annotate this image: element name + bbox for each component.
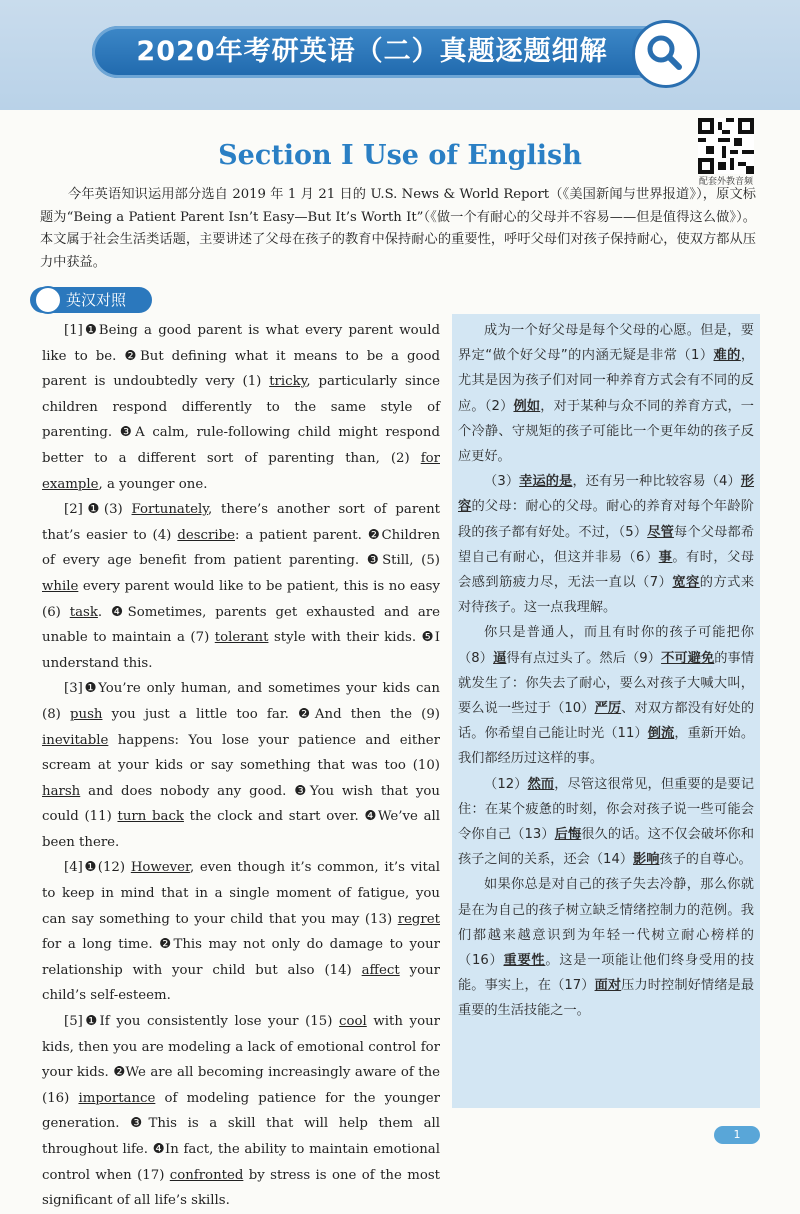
chinese-answer: 幸运的是 [519,474,573,490]
chinese-text: ，重新开始。我们都经历过这样的事。 [458,726,755,767]
chinese-text: 如果你总是对自己的孩子失去冷静，那么你就是在为自己的孩子树立缺乏情绪控制力的范例。我们都越来越意识到为年轻一代树立耐心榜样的（16） [458,877,754,969]
bilingual-tag-label: 英汉对照 [66,291,127,309]
english-answer: describe [177,527,235,543]
chinese-answer: 后悔 [554,827,582,843]
english-answer: However [130,860,190,876]
english-paragraph [42,676,440,855]
chinese-text: 的事情就发生了：你失去了耐心，要么对孩子大喊大叫，要么说一些过于（10） [458,650,755,717]
chinese-answer: 面对 [594,978,622,994]
english-answer: harsh [42,783,81,799]
english-text: by stress is one of the most significant of all life’s skills. [42,1167,441,1209]
page-number: 1 [714,1126,760,1144]
english-answer: regret [397,911,440,927]
magnifier-icon [34,286,62,314]
english-paragraph [42,318,440,497]
english-paragraph [42,497,440,676]
english-text: , even though it’s common, it’s vital to keep in mind that in a single moment of fatigue, you can say something to your child that you may (13) [42,860,441,927]
page-title: 2020年考研英语（二）真题逐题细解 [136,36,608,67]
chinese-answer: 形容 [458,474,755,515]
magnifier-icon [632,20,700,88]
chinese-text: 每个父母都希望自己有耐心，但这并非易（6） [458,524,755,565]
english-text-column [42,318,440,1214]
chinese-text: ，还有另一种比较容易（4） [572,474,741,490]
english-answer: for example [42,450,440,492]
english-text: your child’s self-esteem. [42,962,440,1004]
chinese-text: ，尤其是因为孩子们对同一种养育方式会有不同的反应。（2） [458,348,755,414]
chinese-text: 。这是一项能让他们终身受用的技能。事实上，在（17） [458,953,755,994]
chinese-answer: 重要性 [503,953,546,969]
english-answer: Fortunately [131,502,209,518]
english-answer: task [69,604,98,620]
chinese-text: 压力时控制好情绪是最重要的生活技能之一。 [458,978,755,1019]
english-text: with your kids, then you are modeling a lack of emotional control for your kids. ❷We are all becoming increasingly aware of the (16) [42,1014,440,1106]
chinese-answer: 严厉 [594,701,622,717]
english-text: , there’s another sort of parent that’s easier to (4) [42,502,440,543]
chinese-answer: 难的 [713,348,741,364]
intro-paragraph: 今年英语知识运用部分选自 2019 年 1 月 21 日的 U.S. News & World Report（《美国新闻与世界报道》），原文标题为“Being a Patient Parent Isn’t Easy—But It’s Worth It”（《做一个有耐心的父母并不容易——但是值得这么做》）。本文属于社会生活类话题，主要讲述了父母在孩子的教育中保持耐心的重要性，呼吁父母们对孩子保持耐心，使双方都从压力中获益。 [40,187,756,270]
english-answer: tricky [269,374,307,390]
chinese-text: ，尽管这很常见，但重要的是要记住：在某个疲惫的时刻，你会对孩子说一些可能会令你自己（13） [458,776,755,843]
qr-caption: 配套外教音频 [698,177,753,187]
english-answer: confronted [169,1167,244,1183]
chinese-text: （12） [484,776,528,792]
english-text: [2]❶(3) [64,502,132,518]
chinese-answer: 倒流 [647,726,675,742]
english-answer: push [70,706,103,722]
english-text: for a long time. ❷This may not only do damage to your relationship with your child but also (14) [42,937,440,978]
chinese-answer: 例如 [513,398,541,414]
chinese-answer: 影响 [633,852,660,868]
chinese-text: （3） [484,474,520,490]
chinese-text-column [458,318,754,1024]
chinese-answer: 事 [658,549,673,565]
english-answer: tolerant [214,630,269,646]
english-text: : a patient parent. ❷Children of every age benefit from patient parenting. ❸Still, (5) [42,527,441,569]
chinese-answer: 逼 [493,650,507,666]
english-answer: importance [78,1090,156,1106]
chinese-text: ，对于某种与众不同的养育方式，一个冷静、守规矩的孩子可能比一个更年幼的孩子反应更好。 [458,398,754,465]
chinese-answer: 然而 [527,776,555,792]
english-text: [4]❶(12) [64,860,131,876]
english-paragraph [42,1009,440,1214]
chinese-paragraph [458,469,754,620]
chinese-text: 得有点过头了。然后（9） [506,650,662,666]
english-text: the clock and start over. ❹We’ve all been there. [42,809,441,850]
qr-code-icon[interactable] [698,118,754,174]
english-answer: affect [361,962,400,978]
chinese-text: 很久的话。这不仅会破坏你和孩子之间的关系，还会（14） [458,827,755,868]
chinese-text: 的父母：耐心的父母。耐心的养育对每个年龄阶段的孩子都有好处。不过，（5） [458,499,754,540]
english-text: . ❹Sometimes, parents get exhausted and are unable to maintain a (7) [42,604,440,646]
chinese-text: 。有时，父母会感到筋疲力尽，无法一直以（7） [458,549,755,591]
chinese-text: 你只是普通人，而且有时你的孩子可能把你（8） [458,625,754,666]
section-title: Section Ⅰ Use of English [218,140,582,171]
chinese-text: 孩子的自尊心。 [659,852,752,868]
english-text: [3]❶You’re only human, and sometimes your kids can (8) [42,681,440,722]
english-text: happens: You lose your patience and either scream at your kids or say something that was too (10) [42,732,440,774]
english-answer: turn back [117,809,184,825]
chinese-paragraph [458,872,754,1023]
chinese-text: 的方式来对待孩子。这一点我理解。 [458,575,755,616]
english-text: [5]❶If you consistently lose your (15) [64,1014,340,1030]
english-paragraph [42,855,440,1009]
english-text: style with their kids. ❺I understand this. [42,630,441,671]
chinese-paragraph [458,772,754,873]
chinese-paragraph [458,318,754,469]
english-text: , a younger one. [98,476,208,492]
chinese-text: 成为一个好父母是每个父母的心愿。但是，要界定“做个好父母”的内涵无疑是非常（1） [458,323,754,364]
chinese-paragraph [458,620,754,771]
english-text: , particularly since children respond differently to the same style of parenting. ❸A calm, rule-following child might respond better to a different sort of parenting than, (2) [42,374,440,466]
english-answer: inevitable [42,732,109,748]
chinese-answer: 不可避免 [661,650,715,666]
english-answer: while [42,578,79,594]
english-text: you just a little too far. ❷And then the (9) [102,706,440,722]
english-text: [1]❶Being a good parent is what every parent would like to be. ❷But defining what it means to be a good parent is undoubtedly very (1) [42,323,440,390]
english-text: and does nobody any good. ❸You wish that you could (11) [42,783,440,825]
chinese-text: 、对双方都没有好处的话。你希望自己能让时光（11） [458,701,755,742]
english-text: every parent would like to be patient, this is no easy (6) [42,578,440,620]
english-text: of modeling patience for the younger generation. ❸This is a skill that will help them all throughout life. ❹In fact, the ability to maintain emotional control when (17) [42,1090,440,1183]
chinese-answer: 尽管 [647,524,674,540]
chinese-answer: 宽容 [672,575,700,591]
english-answer: cool [339,1014,367,1030]
